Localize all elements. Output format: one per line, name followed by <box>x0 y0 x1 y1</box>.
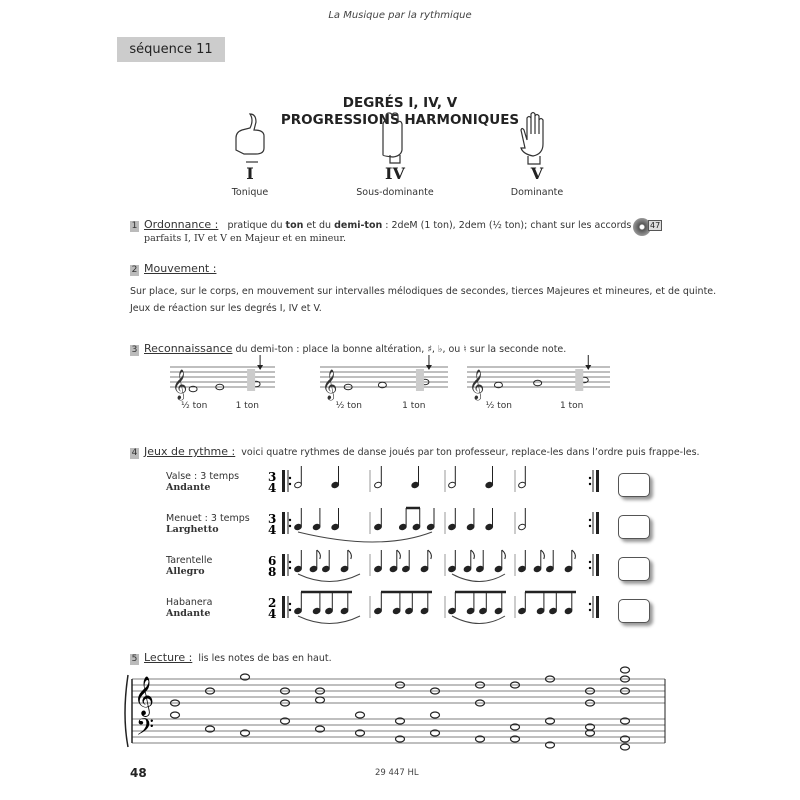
answer-slot <box>416 369 424 391</box>
start-repeat-bar <box>282 596 285 618</box>
repeat-dot <box>289 483 291 485</box>
whole-note <box>534 380 542 386</box>
dance-name: Menuet : 3 temps <box>166 513 250 524</box>
slur <box>452 574 505 582</box>
arrow-head <box>585 365 591 370</box>
text: lis les notes de bas en haut. <box>198 653 332 664</box>
semitone-staves <box>0 355 800 415</box>
interval-label: 1 ton <box>559 401 584 411</box>
interval-label: ½ ton <box>485 401 512 411</box>
sequence-label: séquence 11 <box>117 37 225 62</box>
grand-staff <box>0 665 800 755</box>
dance-name: Tarentelle <box>166 555 213 566</box>
cd-track-number: 47 <box>650 221 661 230</box>
section-title: Mouvement : <box>144 262 217 275</box>
page-number: 48 <box>130 766 147 780</box>
dance-name: Valse : 3 temps <box>166 471 240 482</box>
whole-note <box>171 712 180 718</box>
repeat-dot <box>589 519 591 521</box>
time-signature-bottom: 4 <box>268 523 277 537</box>
note-flag <box>317 550 321 559</box>
repeat-dot <box>589 567 591 569</box>
section-number: 1 <box>131 221 138 231</box>
repeat-dot <box>289 567 291 569</box>
note-flag <box>471 550 475 559</box>
dance-name: Habanera <box>166 597 213 608</box>
start-repeat-bar <box>282 554 285 576</box>
slur <box>452 616 505 624</box>
open-hand-icon <box>521 113 543 165</box>
start-repeat-bar <box>282 470 285 492</box>
tempo-marking: Larghetto <box>166 524 219 535</box>
running-header: La Musique par la rythmique <box>328 10 472 21</box>
bold-text: demi-ton <box>334 220 383 231</box>
slur <box>298 532 432 542</box>
bold-text: ton <box>285 220 304 231</box>
degree-name: Dominante <box>510 187 564 198</box>
section-4 <box>130 445 700 459</box>
answer-slot <box>247 369 255 391</box>
repeat-dot <box>589 603 591 605</box>
section-2 <box>130 262 216 276</box>
section-title: Lecture : <box>144 651 193 664</box>
time-signature-top: 3 <box>268 512 277 526</box>
repeat-dot <box>289 477 291 479</box>
section-2-line1: Sur place, sur le corps, en mouvement sur intervalles mélodiques de secondes, tierces Majeures et mineures, et de quinte. <box>130 286 717 297</box>
degree-name: Tonique <box>231 187 269 198</box>
treble-clef-icon: 𝄞 <box>134 676 155 716</box>
whole-note <box>316 697 325 703</box>
end-repeat-bar <box>596 596 599 618</box>
tempo-marking: Andante <box>166 608 211 619</box>
degree-numeral: I <box>246 164 254 183</box>
interval-label: 1 ton <box>235 401 259 411</box>
catalog-code: 29 447 HL <box>375 768 419 778</box>
whole-note <box>621 744 630 750</box>
hand-signs <box>0 110 800 165</box>
whole-note <box>621 667 630 673</box>
time-signature-bottom: 4 <box>268 481 277 495</box>
text: pratique du <box>227 220 286 231</box>
section-3 <box>130 342 566 356</box>
repeat-dot <box>289 609 291 611</box>
section-title: Jeux de rythme : <box>144 445 236 458</box>
time-signature-top: 6 <box>268 554 277 568</box>
note-flag <box>348 550 352 559</box>
treble-clef-icon: 𝄞 <box>469 370 485 400</box>
repeat-dot <box>589 561 591 563</box>
text: : 2deM (1 ton), 2dem (½ ton); chant sur les accords <box>382 220 632 231</box>
repeat-dot <box>289 519 291 521</box>
note-flag <box>502 550 506 559</box>
repeat-dot <box>289 603 291 605</box>
start-repeat-bar <box>282 512 285 534</box>
section-number: 4 <box>131 448 138 458</box>
text: du demi-ton : place la bonne altération, ♯, ♭, ou ♮ sur la seconde note. <box>232 344 567 355</box>
slur <box>298 616 360 624</box>
end-repeat-bar <box>596 512 599 534</box>
text: voici quatre rythmes de danse joués par ton professeur, replace-les dans l’ordre puis frappe-les. <box>241 447 700 458</box>
end-repeat-bar <box>596 554 599 576</box>
whole-note <box>356 712 365 718</box>
repeat-dot <box>289 561 291 563</box>
text: et du <box>303 220 335 231</box>
rhythm-notation <box>0 465 800 630</box>
treble-clef-icon: 𝄞 <box>322 370 338 400</box>
note-flag <box>541 550 545 559</box>
section-1 <box>130 218 640 232</box>
interval-label: ½ ton <box>335 401 362 411</box>
bass-clef-icon: 𝄢 <box>136 713 155 746</box>
repeat-dot <box>289 525 291 527</box>
tempo-marking: Andante <box>166 482 211 493</box>
brace <box>125 675 128 747</box>
section-1-line2: parfaits I, IV et V en Majeur et en mineur. <box>144 233 347 244</box>
repeat-dot <box>589 525 591 527</box>
section-number: 5 <box>131 654 138 664</box>
arrow-head <box>257 365 263 370</box>
repeat-dot <box>589 477 591 479</box>
degree-numeral: V <box>530 164 544 183</box>
page-subtitle: PROGRESSIONS HARMONIQUES <box>280 112 520 128</box>
degree-numeral: IV <box>385 164 405 183</box>
degree-name: Sous-dominante <box>356 187 434 198</box>
section-title: Ordonnance : <box>144 218 219 231</box>
time-signature-top: 2 <box>268 596 277 610</box>
section-title: Reconnaissance <box>144 342 233 355</box>
whole-note <box>431 712 440 718</box>
time-signature-bottom: 8 <box>268 565 277 579</box>
page-title: DEGRÉS I, IV, V <box>342 95 458 111</box>
interval-label: 1 ton <box>402 401 426 411</box>
interval-label: ½ ton <box>181 401 208 411</box>
section-2-line2: Jeux de réaction sur les degrés I, IV et V. <box>130 303 322 314</box>
note-flag <box>397 550 401 559</box>
repeat-dot <box>589 609 591 611</box>
section-5 <box>130 651 332 665</box>
answer-slot <box>575 369 583 391</box>
note-flag <box>428 550 432 559</box>
section-number: 2 <box>131 265 138 275</box>
arrow-head <box>426 365 432 370</box>
tempo-marking: Allegro <box>166 566 205 577</box>
flat-hand-icon <box>383 113 402 163</box>
slur <box>298 574 360 582</box>
note-flag <box>572 550 576 559</box>
treble-clef-icon: 𝄞 <box>172 370 188 400</box>
time-signature-top: 3 <box>268 470 277 484</box>
time-signature-bottom: 4 <box>268 607 277 621</box>
section-number: 3 <box>131 345 138 355</box>
end-repeat-bar <box>596 470 599 492</box>
repeat-dot <box>589 483 591 485</box>
thumb-up-hand-icon <box>236 114 264 162</box>
